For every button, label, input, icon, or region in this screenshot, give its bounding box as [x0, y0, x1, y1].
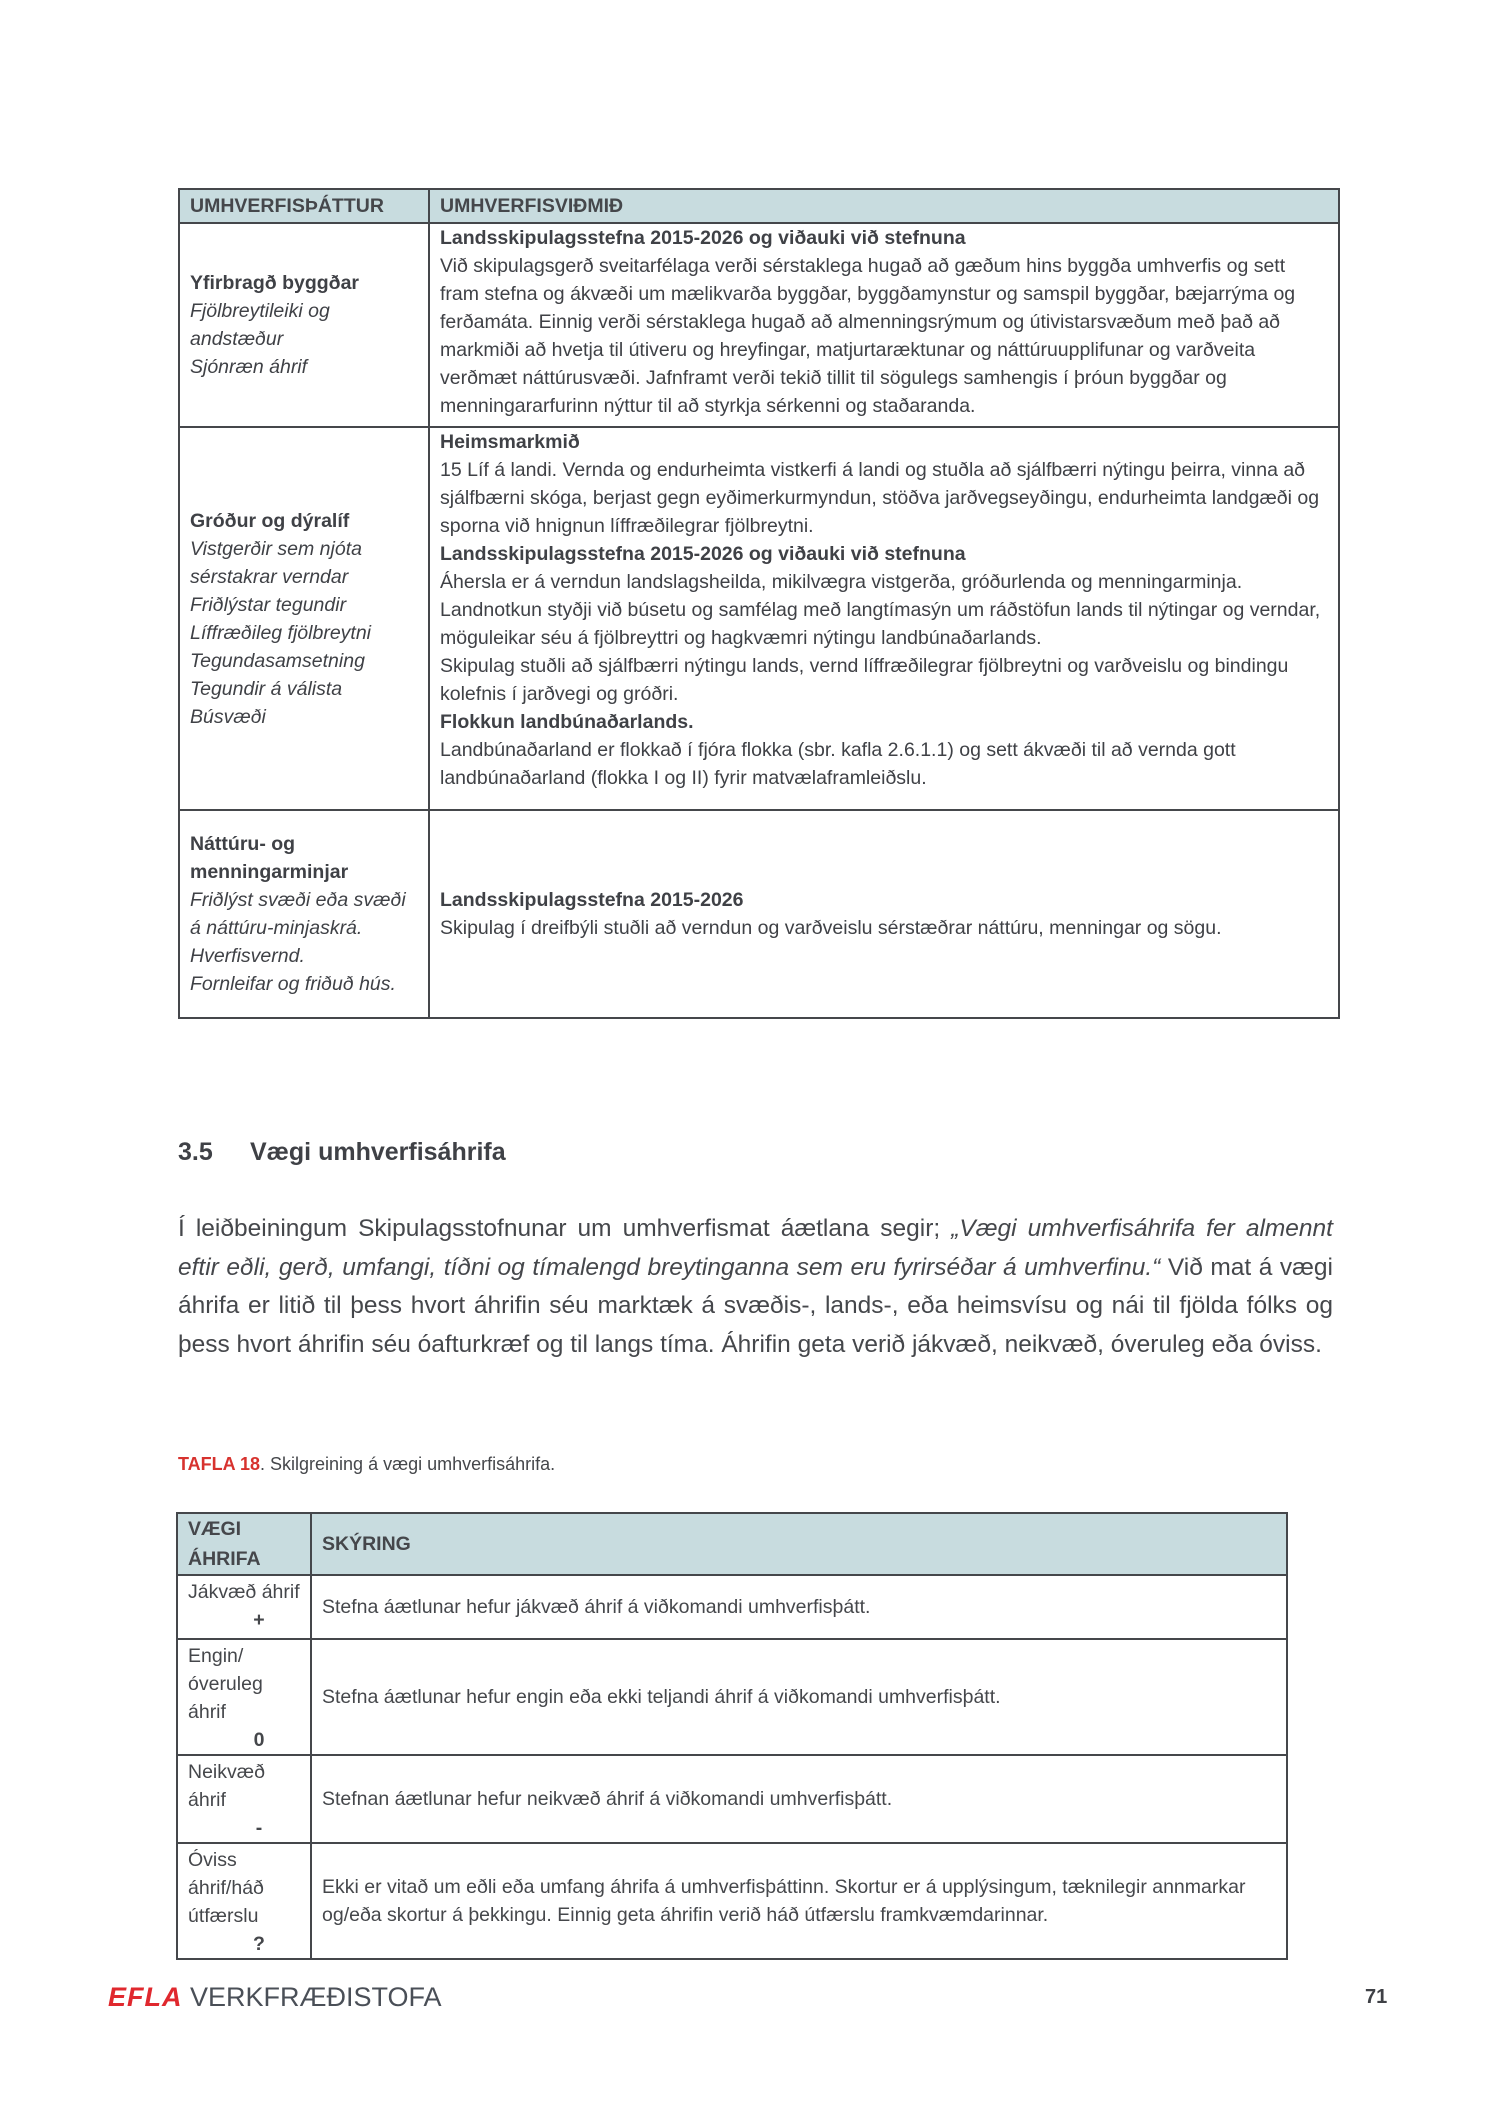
weight-label: Óviss áhrif/háð útfærslu: [188, 1849, 264, 1927]
criteria-text: Landbúnaðarland er flokkað í fjóra flokka (sbr. kafla 2.6.1.1) og sett ákvæði til að vernda gott landbúnaðarland (flokka I og II) fyrir matvælaframleiðslu.: [440, 739, 1236, 789]
criteria-heading: Heimsmarkmið: [440, 431, 580, 453]
environmental-criteria-table: [178, 188, 1340, 1019]
weight-label: Neikvæð áhrif: [188, 1761, 265, 1811]
criteria-text: Landnotkun styðji við búsetu og samfélag með langtímasýn um ráðstöfun lands til nýtingar og verndar, möguleikar séu á fjölbreyttri og hagkvæmri nýtingu landbúnaðarlands.: [440, 599, 1321, 649]
factor-item: Fjölbreytileiki og andstæður: [190, 300, 330, 350]
factor-item: Friðlýstar tegundir: [190, 593, 347, 616]
factor-cell: [179, 810, 429, 1018]
weight-cell: [177, 1843, 311, 1959]
explanation-cell: Stefnan áætlunar hefur neikvæð áhrif á viðkomandi umhverfisþátt.: [311, 1755, 1287, 1843]
body-paragraph: [178, 1210, 1333, 1364]
criteria-cell: [429, 810, 1339, 1018]
factor-cell: [179, 427, 429, 810]
factor-item: Sjónræn áhrif: [190, 356, 308, 378]
factor-title: Gróður og dýralíf: [190, 509, 350, 532]
table-caption: [178, 1454, 555, 1475]
table-row: [177, 1755, 1287, 1843]
explanation-cell: Ekki er vitað um eðli eða umfang áhrifa á umhverfisþáttinn. Skortur er á upplýsingum, tæknilegir annmarkar og/eða skortur á þekkingu. Einnig geta áhrifin verið háð útfærslu framkvæmdarinnar.: [311, 1843, 1287, 1959]
weight-symbol: +: [253, 1609, 265, 1631]
criteria-text: 15 Líf á landi. Vernda og endurheimta vistkerfi á landi og stuðla að sjálfbærri nýtingu þeirra, vinna að sjálfbærni skóga, berjast gegn eyðimerkurmyndun, stöðva jarðvegseyðingu, endurheimta landgæði og sporna við hnignun líffræðilegrar fjölbreytni.: [440, 459, 1320, 537]
weight-label: Jákvæð áhrif: [188, 1581, 300, 1603]
section-number: 3.5: [178, 1138, 213, 1166]
factor-item: Líffræðileg fjölbreytni: [190, 621, 372, 644]
criteria-cell: [429, 427, 1339, 810]
criteria-heading: Landsskipulagsstefna 2015-2026: [440, 889, 744, 911]
column-header-explanation: SKÝRING: [311, 1513, 1287, 1575]
caption-text: . Skilgreining á vægi umhverfisáhrifa.: [260, 1454, 556, 1474]
factor-cell: [179, 223, 429, 427]
column-header-weight: VÆGI ÁHRIFA: [177, 1513, 311, 1575]
criteria-heading: Flokkun landbúnaðarlands.: [440, 711, 694, 733]
table-row: [179, 223, 1339, 427]
criteria-heading: Landsskipulagsstefna 2015-2026 og viðauki við stefnuna: [440, 543, 966, 565]
logo-brand: EFLA: [108, 1982, 183, 2012]
section-heading: [178, 1138, 506, 1167]
page-number: 71: [1365, 1986, 1388, 2008]
factor-title: Yfirbragð byggðar: [190, 272, 360, 294]
criteria-text: Áhersla er á verndun landslagsheilda, mikilvægra vistgerða, gróðurlenda og menningarminja.: [440, 571, 1243, 593]
column-header-criteria: UMHVERFISVIÐMIÐ: [429, 189, 1339, 223]
criteria-text: Við skipulagsgerð sveitarfélaga verði sérstaklega hugað að gæðum hins byggða umhverfis og sett fram stefna og ákvæði um mælikvarða byggðar, byggðamynstur og samspil byggðar, bæjarrýma og ferðamáta. Einnig verði sérstaklega hugað að almenningsrýmum og útivistarsvæðum með það að markmiði að hvetja til útiveru og hreyfingar, matjurtaræktunar og náttúruupplifunar og varðveita verðmæt náttúrusvæði. Jafnframt verði tekið tillit til sögulegs samhengis í þróun byggðar og menningararfurinn nýttur til að styrkja sérkenni og staðaranda.: [440, 255, 1296, 417]
weight-symbol: ?: [253, 1933, 265, 1955]
weight-cell: [177, 1575, 311, 1639]
paragraph-intro: Í leiðbeiningum Skipulagsstofnunar um umhverfismat áætlana segir;: [178, 1215, 952, 1242]
company-logo: [108, 1982, 442, 2013]
weight-label: Engin/óveruleg áhrif: [188, 1645, 263, 1723]
criteria-text: Skipulag stuðli að sjálfbærri nýtingu lands, vernd líffræðilegrar fjölbreytni og varðveislu og bindingu kolefnis í jarðvegi og gróðri.: [440, 655, 1289, 705]
criteria-cell: [429, 223, 1339, 427]
weight-symbol: -: [255, 1817, 263, 1839]
table-row: [179, 427, 1339, 810]
factor-item: Friðlýst svæði eða svæði á náttúru-minjaskrá.: [190, 889, 406, 939]
factor-item: Tegundasamsetning: [190, 649, 365, 672]
factor-item: Vistgerðir sem njóta sérstakrar verndar: [190, 537, 362, 588]
column-header-factor: UMHVERFISÞÁTTUR: [179, 189, 429, 223]
weight-symbol: 0: [253, 1729, 265, 1751]
table-row: [177, 1639, 1287, 1755]
explanation-cell: Stefna áætlunar hefur engin eða ekki teljandi áhrif á viðkomandi umhverfisþátt.: [311, 1639, 1287, 1755]
table-row: [179, 810, 1339, 1018]
table-row: [177, 1575, 1287, 1639]
table-header-row: [179, 189, 1339, 223]
explanation-cell: Stefna áætlunar hefur jákvæð áhrif á viðkomandi umhverfisþátt.: [311, 1575, 1287, 1639]
table-header-row: [177, 1513, 1287, 1575]
section-title: Vægi umhverfisáhrifa: [250, 1138, 506, 1166]
table-row: [177, 1843, 1287, 1959]
factor-item: Búsvæði: [190, 705, 266, 728]
factor-item: Hverfisvernd.: [190, 945, 305, 967]
paragraph-quote: „Vægi umhverfisáhrifa fer almennt eftir eðli, gerð, umfangi, tíðni og tímalengd breytinganna sem eru fyrirséðar á umhverfinu.“: [178, 1215, 1333, 1281]
logo-text: VERKFRÆÐISTOFA: [182, 1982, 442, 2012]
weight-cell: [177, 1639, 311, 1755]
factor-item: Fornleifar og friðuð hús.: [190, 973, 396, 995]
criteria-text: Skipulag í dreifbýli stuðli að verndun og varðveislu sérstæðrar náttúru, menningar og sögu.: [440, 917, 1222, 939]
caption-label: TAFLA 18: [178, 1454, 261, 1474]
factor-title: Náttúru- og menningarminjar: [190, 833, 349, 883]
factor-item: Tegundir á válista: [190, 677, 343, 700]
impact-weight-table: [176, 1512, 1288, 1960]
paragraph-rest: Við mat á vægi áhrifa er litið til þess hvort áhrifin séu marktæk á svæðis-, lands-, eða heimsvísu og nái til fjölda fólks og þess hvort áhrifin séu óafturkræf og til langs tíma. Áhrifin geta verið jákvæð, neikvæð, óveruleg eða óviss.: [178, 1253, 1333, 1358]
criteria-heading: Landsskipulagsstefna 2015-2026 og viðauki við stefnuna: [440, 227, 966, 249]
weight-cell: [177, 1755, 311, 1843]
